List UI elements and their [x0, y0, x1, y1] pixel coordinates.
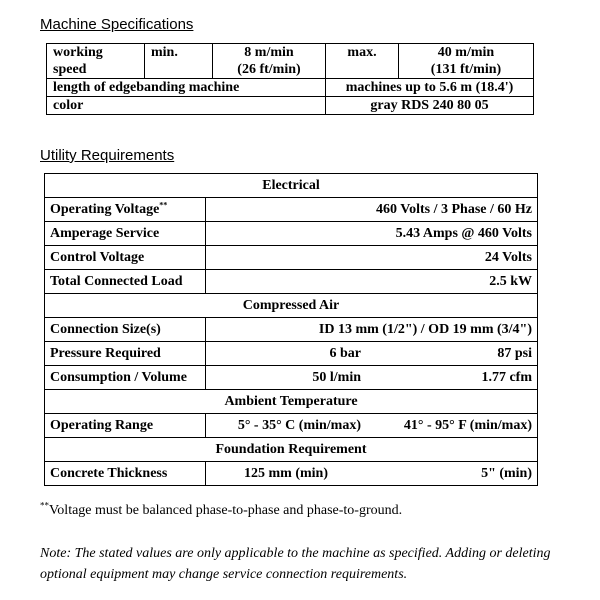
control-voltage-value: 24 Volts — [206, 246, 538, 270]
table-row — [45, 414, 538, 438]
voltage-footnote — [40, 500, 403, 519]
machine-specifications-table — [46, 43, 534, 115]
table-row — [45, 198, 538, 222]
max-value-imperial: (131 ft/min) — [430, 62, 502, 77]
service-note: Note: The stated values are only applicable to the machine as specified. Adding or deleting optional equipment may change service connection requirements. — [40, 546, 551, 582]
utility-requirements-heading: Utility Requirements — [40, 147, 175, 164]
min-value-imperial: (26 ft/min) — [237, 62, 301, 77]
pressure-label: Pressure Required — [45, 342, 206, 366]
operating-range-label: Operating Range — [45, 414, 206, 438]
consumption-imperial: 1.77 cfm — [366, 366, 538, 390]
total-load-value: 2.5 kW — [206, 270, 538, 294]
length-label: length of edgebanding machine — [47, 79, 326, 97]
concrete-thickness-imperial: 5" (min) — [366, 462, 538, 486]
amperage-label: Amperage Service — [45, 222, 206, 246]
consumption-metric: 50 l/min — [206, 366, 367, 390]
operating-voltage-label: Operating Voltage** — [45, 198, 206, 222]
connection-size-label: Connection Size(s) — [45, 318, 206, 342]
table-row — [45, 318, 538, 342]
table-row — [45, 246, 538, 270]
compressed-air-title: Compressed Air — [45, 294, 538, 318]
table-row — [47, 44, 534, 79]
table-row — [45, 342, 538, 366]
table-section-header — [45, 390, 538, 414]
speed-label: working speed — [47, 44, 145, 79]
control-voltage-label: Control Voltage — [45, 246, 206, 270]
footnote-mark: ** — [40, 500, 49, 511]
utility-requirements-table — [44, 173, 538, 486]
table-row — [45, 462, 538, 486]
table-row — [45, 366, 538, 390]
foundation-title: Foundation Requirement — [45, 438, 538, 462]
max-label: max. — [326, 44, 399, 79]
connection-size-value: ID 13 mm (1/2") / OD 19 mm (3/4") — [206, 318, 538, 342]
min-label: min. — [145, 44, 213, 79]
color-label: color — [47, 97, 326, 115]
max-value-metric: 40 m/min — [437, 45, 495, 60]
table-section-header — [45, 438, 538, 462]
pressure-metric: 6 bar — [206, 342, 367, 366]
pressure-imperial: 87 psi — [366, 342, 538, 366]
total-load-label: Total Connected Load — [45, 270, 206, 294]
min-value-metric: 8 m/min — [244, 45, 294, 60]
concrete-thickness-label: Concrete Thickness — [45, 462, 206, 486]
table-row — [45, 270, 538, 294]
length-value: machines up to 5.6 m (18.4') — [326, 79, 534, 97]
table-row — [47, 79, 534, 97]
color-value: gray RDS 240 80 05 — [326, 97, 534, 115]
ambient-temperature-title: Ambient Temperature — [45, 390, 538, 414]
consumption-label: Consumption / Volume — [45, 366, 206, 390]
max-value — [399, 44, 534, 79]
operating-voltage-value: 460 Volts / 3 Phase / 60 Hz — [206, 198, 538, 222]
table-section-header — [45, 294, 538, 318]
electrical-title: Electrical — [45, 174, 538, 198]
table-section-header — [45, 174, 538, 198]
min-value — [213, 44, 326, 79]
machine-specifications-heading: Machine Specifications — [40, 16, 194, 33]
footnote-text: Voltage must be balanced phase-to-phase and phase-to-ground. — [49, 503, 403, 518]
amperage-value: 5.43 Amps @ 460 Volts — [206, 222, 538, 246]
operating-range-imperial: 41° - 95° F (min/max) — [366, 414, 538, 438]
operating-range-metric: 5° - 35° C (min/max) — [206, 414, 367, 438]
table-row — [45, 222, 538, 246]
table-row — [47, 97, 534, 115]
concrete-thickness-metric: 125 mm (min) — [206, 462, 367, 486]
footnote-mark: ** — [159, 199, 168, 209]
